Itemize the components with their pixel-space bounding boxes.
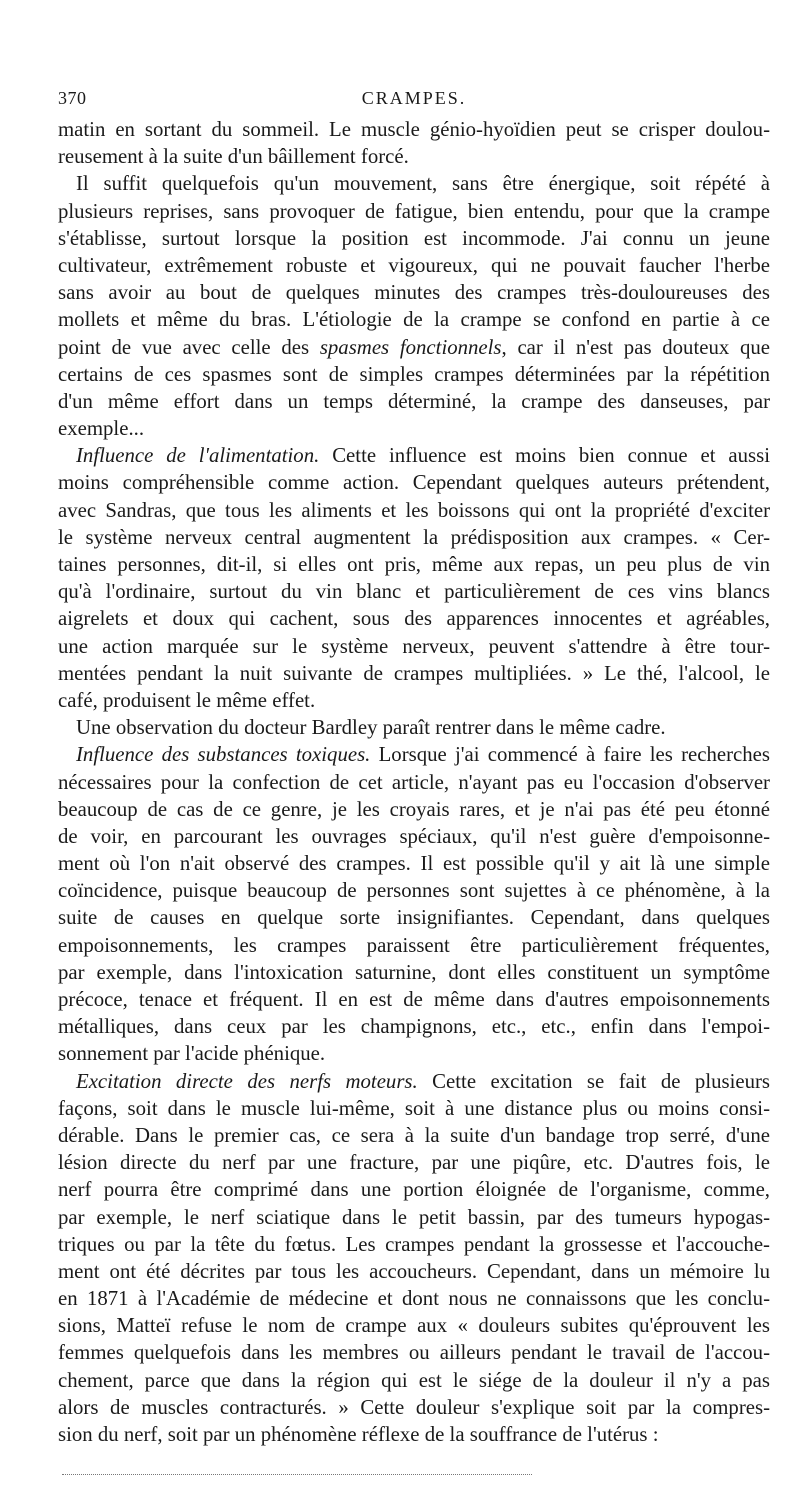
text-line (58, 306, 770, 333)
text-run: triques ou par la tête du fœtus. Les crampes pendant la grossesse et l'accouche- (58, 1232, 770, 1256)
text-line (58, 932, 770, 959)
text-line (58, 877, 770, 904)
text-run: lésion directe du nerf par une fracture, par une piqûre, etc. D'autres fois, le (58, 1151, 770, 1175)
text-line (58, 1095, 770, 1122)
text-run: ment où l'on n'ait observé des crampes. Il est possible qu'il y ait là une simple (58, 852, 770, 876)
text-line (58, 1312, 770, 1339)
text-line (58, 1339, 770, 1366)
text-run: coïncidence, puisque beaucoup de personnes sont sujettes à ce phénomène, à la (58, 879, 770, 903)
text-run: une action marquée sur le système nerveux, peuvent s'attendre à être tour- (58, 634, 770, 658)
text-line (58, 904, 770, 931)
text-line (58, 986, 770, 1013)
text-run: reusement à la suite d'un bâillement forcé. (58, 145, 409, 169)
text-run: Il suffit quelquefois qu'un mouvement, sans être énergique, soit répété à (76, 172, 770, 196)
text-run: Cette excitation se fait de plusieurs (417, 1069, 770, 1093)
text-run: s'établisse, surtout lorsque la position est incommode. J'ai connu un jeune (58, 226, 770, 250)
text-run: exemple... (58, 417, 145, 441)
text-run: Une observation du docteur Bardley paraît rentrer dans le même cadre. (76, 716, 666, 740)
text-line (58, 1013, 770, 1040)
text-run: métalliques, dans ceux par les champignons, etc., etc., enfin dans l'empoi- (58, 1015, 770, 1039)
text-run: le système nerveux central augmentent la prédisposition aux crampes. « Cer- (58, 525, 770, 549)
text-run: certains de ces spasmes sont de simples crampes déterminées par la répétition (58, 362, 770, 386)
body-text (58, 116, 770, 1448)
text-line (58, 1122, 770, 1149)
italic-phrase: spasmes fonctionnels (319, 335, 502, 359)
text-run: avec Sandras, que tous les aliments et les boissons qui ont la propriété d'exciter (58, 498, 770, 522)
text-line (58, 823, 770, 850)
text-line (58, 1285, 770, 1312)
italic-phrase: Excitation directe des nerfs moteurs. (76, 1069, 418, 1093)
text-line (58, 796, 770, 823)
text-run: suite de causes en quelque sorte insignifiantes. Cependant, dans quelques (58, 906, 770, 930)
text-run: aigrelets et doux qui cachent, sous des apparences innocentes et agréables, (58, 607, 770, 631)
text-line (58, 334, 770, 361)
text-line (58, 1231, 770, 1258)
text-line (58, 551, 770, 578)
text-run: empoisonnements, les crampes paraissent être particulièrement fréquentes, (58, 933, 770, 957)
text-line (58, 198, 770, 225)
text-line (58, 415, 770, 442)
text-line (58, 1204, 770, 1231)
text-run: matin en sortant du sommeil. Le muscle génio-hyoïdien peut se crisper doulou- (58, 118, 770, 141)
text-line (58, 850, 770, 877)
text-run: femmes quelquefois dans les membres ou ailleurs pendant le travail de l'accou- (58, 1341, 770, 1365)
text-run: façons, soit dans le muscle lui-même, soit à une distance plus ou moins consi- (58, 1096, 770, 1120)
footer-rule (62, 1474, 532, 1476)
text-run: sions, Matteï refuse le nom de crampe aux « douleurs subites qu'éprouvent les (58, 1314, 770, 1338)
text-run: taines personnes, dit-il, si elles ont pris, même aux repas, un peu plus de vin (58, 553, 770, 576)
text-line (58, 1176, 770, 1203)
text-run: Lorsque j'ai commencé à faire les recherches (370, 743, 770, 767)
text-run: alors de muscles contracturés. » Cette douleur s'explique soit par la compres- (58, 1395, 770, 1419)
text-run: chement, parce que dans la région qui est le siége de la douleur il n'y a pas (58, 1368, 770, 1392)
page-number: 370 (58, 88, 87, 108)
text-line (58, 225, 770, 252)
text-line (58, 660, 770, 687)
text-line (58, 1421, 770, 1448)
text-line (58, 361, 770, 388)
text-run: plusieurs reprises, sans provoquer de fatigue, bien entendu, pour que la crampe (58, 199, 770, 223)
text-run: ment ont été décrites par tous les accoucheurs. Cependant, dans un mémoire lu (58, 1259, 770, 1283)
running-title: CRAMPES. (361, 88, 467, 108)
text-line (58, 388, 770, 415)
text-line (58, 741, 770, 768)
text-line (58, 714, 770, 741)
text-line (58, 687, 770, 714)
text-run: mollets et même du bras. L'étiologie de la crampe se confond en partie à ce (58, 308, 770, 332)
text-line (58, 252, 770, 279)
text-line (58, 578, 770, 605)
text-line (58, 769, 770, 796)
text-line (58, 116, 770, 143)
text-run: qu'à l'ordinaire, surtout du vin blanc et particulièrement de ces vins blancs (58, 580, 770, 604)
text-line (58, 1394, 770, 1421)
text-run: sans avoir au bout de quelques minutes des crampes très-douloureuses des (58, 281, 770, 305)
text-run: beaucoup de cas de ce genre, je les croyais rares, et je n'ai pas été peu étonné (58, 797, 770, 821)
text-line (58, 497, 770, 524)
text-run: par exemple, le nerf sciatique dans le petit bassin, par des tumeurs hypogas- (58, 1205, 770, 1229)
text-line (58, 442, 770, 469)
text-line (58, 1258, 770, 1285)
text-run: en 1871 à l'Académie de médecine et dont nous ne connaissons que les conclu- (58, 1287, 770, 1311)
text-line (58, 279, 770, 306)
text-line (58, 959, 770, 986)
text-run: de voir, en parcourant les ouvrages spéciaux, qu'il n'est guère d'empoisonne- (58, 824, 770, 848)
text-line (58, 605, 770, 632)
text-run: précoce, tenace et fréquent. Il en est de même dans d'autres empoisonnements (58, 988, 770, 1011)
text-line (58, 1367, 770, 1394)
text-run: sonnement par l'acide phénique. (58, 1042, 326, 1066)
text-line (58, 524, 770, 551)
text-run: Cette influence est moins bien connue et aussi (319, 444, 770, 468)
running-head (58, 88, 770, 116)
text-run: par exemple, dans l'intoxication saturnine, dont elles constituent un symptôme (58, 960, 770, 984)
text-line (58, 170, 770, 197)
text-run: cultivateur, extrêmement robuste et vigoureux, qui ne pouvait faucher l'herbe (58, 253, 770, 277)
text-line (58, 1068, 770, 1095)
text-run: moins compréhensible comme action. Cependant quelques auteurs prétendent, (58, 471, 770, 495)
text-run: café, produisent le même effet. (58, 688, 316, 712)
text-run: nécessaires pour la confection de cet article, n'ayant pas eu l'occasion d'observer (58, 770, 770, 794)
text-line (58, 143, 770, 170)
text-run: nerf pourra être comprimé dans une portion éloignée de l'organisme, comme, (58, 1178, 770, 1202)
text-line (58, 633, 770, 660)
text-run: d'un même effort dans un temps déterminé, la crampe des danseuses, par (58, 389, 770, 413)
text-run: , car il n'est pas douteux que (501, 335, 770, 359)
text-run: sion du nerf, soit par un phénomène réflexe de la souffrance de l'utérus : (58, 1423, 659, 1446)
text-run: point de vue avec celle des (58, 335, 320, 359)
italic-phrase: Influence des substances toxiques. (76, 743, 371, 767)
text-line (58, 1149, 770, 1176)
italic-phrase: Influence de l'alimentation. (76, 444, 320, 468)
text-run: dérable. Dans le premier cas, ce sera à la suite d'un bandage trop serré, d'une (58, 1123, 770, 1147)
text-line (58, 1040, 770, 1067)
text-run: mentées pendant la nuit suivante de crampes multipliées. » Le thé, l'alcool, le (58, 661, 770, 685)
text-line (58, 469, 770, 496)
